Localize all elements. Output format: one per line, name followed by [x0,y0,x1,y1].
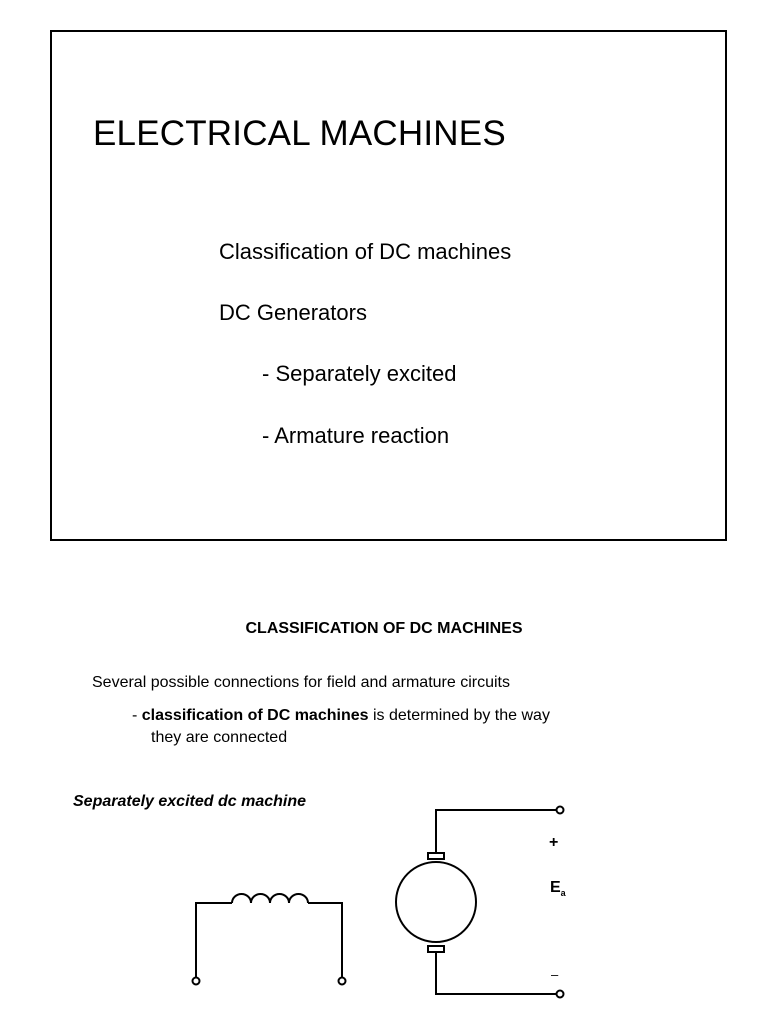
ea-subscript: a [560,888,566,899]
bullet-prefix: - [132,707,142,724]
ea-main: E [550,879,561,896]
brush-top [428,853,444,859]
topic-separately-excited: - Separately excited [262,361,457,386]
field-coil [232,894,308,903]
armature-circuit [396,807,564,998]
bullet-continuation: they are connected [151,729,288,746]
field-circuit [193,894,346,985]
field-wire [196,903,342,977]
armature-terminal-top [557,807,564,814]
armature-wire-top [436,810,559,853]
topic-armature-reaction: - Armature reaction [262,423,450,448]
bullet-bold-text: classification of DC machines [141,707,369,724]
field-terminal-left [193,978,200,985]
slide-title: ELECTRICAL MACHINES [93,114,506,153]
plus-sign: + [549,834,559,851]
armature-terminal-bottom [557,991,564,998]
bullet-rest-text: is determined by the way [368,707,550,724]
armature-rotor [396,862,476,942]
intro-text: Several possible connections for field and armature circuits [92,674,510,691]
diagram-label: Separately excited dc machine [73,793,306,810]
circuit-diagram [0,790,768,1024]
minus-sign: – [551,967,559,982]
brush-bottom [428,946,444,952]
title-slide-frame [50,30,727,541]
topic-classification: Classification of DC machines [219,239,512,264]
armature-wire-bottom [436,952,559,994]
ea-label [550,879,566,898]
bullet-line [132,707,550,725]
topic-dc-generators: DC Generators [219,300,367,325]
section-heading: CLASSIFICATION OF DC MACHINES [245,620,523,637]
field-terminal-right [339,978,346,985]
